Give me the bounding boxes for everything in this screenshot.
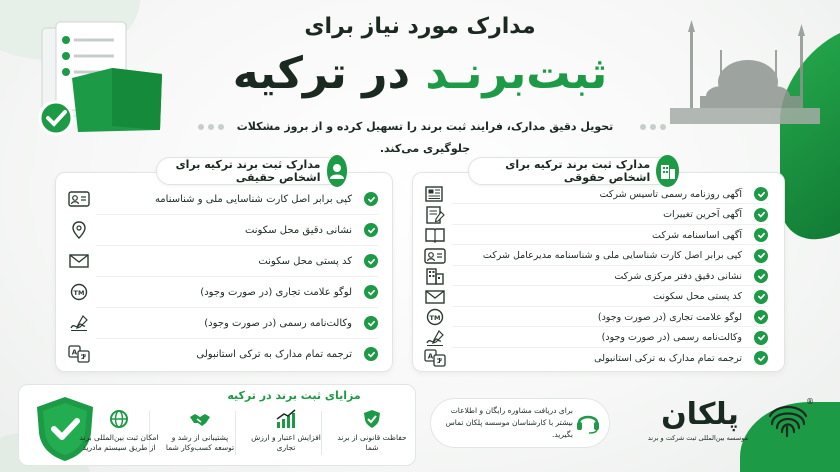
- document-item-label: لوگو علامت تجاری (در صورت وجود): [200, 286, 352, 298]
- check-icon: [754, 208, 768, 222]
- registered-mark: ®: [806, 397, 814, 406]
- id-card-icon: [424, 247, 446, 265]
- signature-icon: [68, 314, 90, 332]
- brand-logo-text: پلکان: [661, 397, 739, 432]
- row-divider: [452, 347, 768, 348]
- check-icon: [754, 249, 768, 263]
- document-item-label: کپی برابر اصل کارت شناسایی ملی و شناسنامه: [154, 193, 352, 205]
- contact-box[interactable]: [430, 398, 610, 448]
- newspaper-icon: [424, 185, 446, 203]
- envelope-icon: [68, 252, 90, 270]
- check-icon: [364, 254, 378, 268]
- left-document-item: [100, 253, 378, 269]
- id-card-icon: [68, 190, 90, 208]
- left-document-item: [100, 284, 378, 300]
- check-icon: [754, 290, 768, 304]
- document-item-label: کد پستی محل سکونت: [258, 255, 352, 267]
- left-document-item: [100, 346, 378, 362]
- document-item-label: کپی برابر اصل کارت شناسایی ملی و شناسنامه مدیرعامل شرکت: [482, 250, 742, 261]
- row-divider: [96, 214, 378, 215]
- contact-text: برای دریافت مشاوره رایگان و اطلاعات بیشتر با کارشناسان موسسه پلکان تماس بگیرید.: [445, 406, 573, 439]
- document-item-label: لوگو علامت تجاری (در صورت وجود): [597, 311, 742, 323]
- right-document-item: [458, 248, 768, 264]
- svg-text:TM: TM: [429, 313, 441, 322]
- document-item-label: ترجمه تمام مدارک به ترکی استانبولی: [594, 352, 742, 364]
- document-item-label: آگهی آخرین تغییرات: [663, 209, 742, 220]
- document-item-label: نشانی دقیق محل سکونت: [244, 224, 352, 236]
- trademark-icon: [424, 308, 446, 326]
- benefit-madrid-system: امکان ثبت بین‌المللی برند از طریق سیستم مادرید: [79, 409, 159, 453]
- person-icon: [327, 155, 348, 187]
- individual-panel-title: مدارک ثبت برند ترکیه برای اشخاص حقیقی: [175, 158, 321, 184]
- row-divider: [452, 306, 768, 307]
- title-country: در ترکیه: [232, 48, 411, 99]
- document-item-label: آگهی روزنامه رسمی تاسیس شرکت: [599, 188, 742, 200]
- building-icon: [656, 155, 679, 187]
- shield-check-icon: [361, 409, 383, 429]
- left-document-item: [100, 191, 378, 207]
- istanbul-mosque-skyline: [650, 20, 840, 130]
- check-icon: [364, 347, 378, 361]
- left-document-item: [100, 315, 378, 331]
- edit-document-icon: [424, 206, 446, 224]
- documents-folder-icon: [22, 18, 172, 138]
- document-item-label: وکالت‌نامه رسمی (در صورت وجود): [601, 332, 742, 343]
- benefit-legal-protection: حفاظت قانونی از برند شما: [337, 409, 407, 453]
- location-pin-icon: [68, 221, 90, 239]
- right-document-item: [458, 289, 768, 305]
- benefits-panel: [18, 384, 416, 466]
- benefit-growth-support: پشتیبانی از رشد و توسعه کسب‌وکار شما: [165, 409, 235, 453]
- right-document-item: [458, 207, 768, 223]
- svg-text:A: A: [71, 348, 78, 357]
- check-icon: [754, 187, 768, 201]
- right-document-item: [458, 268, 768, 284]
- right-document-item: [458, 309, 768, 325]
- envelope-icon: [424, 288, 446, 306]
- right-document-item: [458, 186, 768, 202]
- row-divider: [452, 224, 768, 225]
- document-item-label: ترجمه تمام مدارک به ترکی استانبولی: [196, 348, 352, 360]
- check-icon: [364, 192, 378, 206]
- title-highlight: ثبت‌برنـد: [425, 48, 608, 99]
- row-divider: [96, 276, 378, 277]
- row-divider: [96, 245, 378, 246]
- check-icon: [364, 285, 378, 299]
- office-building-icon: [424, 267, 446, 285]
- benefit-credibility: افزایش اعتبار و ارزش تجاری: [251, 409, 321, 453]
- benefit-divider: [235, 411, 236, 455]
- document-item-label: آگهی اساسنامه شرکت: [652, 229, 742, 241]
- headset-icon: [575, 409, 601, 435]
- page-title-line2: [220, 46, 620, 102]
- benefit-divider: [321, 411, 322, 455]
- right-document-item: [458, 227, 768, 243]
- document-item-label: نشانی دقیق دفتر مرکزی شرکت: [614, 270, 742, 282]
- row-divider: [452, 285, 768, 286]
- globe-icon: [108, 409, 130, 429]
- row-divider: [96, 338, 378, 339]
- legal-panel-header: [468, 157, 678, 185]
- individual-panel-header: [156, 157, 346, 185]
- decor-dots-right: [640, 124, 666, 130]
- book-icon: [424, 226, 446, 244]
- benefits-title: مزایای ثبت برند در ترکیه: [227, 389, 361, 402]
- check-icon: [754, 331, 768, 345]
- right-document-item: [458, 350, 768, 366]
- handshake-icon: [189, 409, 211, 429]
- translate-icon: [68, 345, 90, 363]
- brand-tagline: موسسه بین‌المللی ثبت شرکت و برند: [647, 434, 749, 442]
- row-divider: [452, 244, 768, 245]
- subtitle: تحویل دقیق مدارک، فرایند ثبت برند را تسهیل کرده و از بروز مشکلات جلوگیری می‌کند.: [236, 120, 614, 155]
- check-icon: [754, 310, 768, 324]
- row-divider: [452, 326, 768, 327]
- legal-panel-title: مدارک ثبت برند ترکیه برای اشخاص حقوقی: [505, 158, 651, 184]
- row-divider: [452, 203, 768, 204]
- check-icon: [754, 269, 768, 283]
- left-document-item: [100, 222, 378, 238]
- row-divider: [96, 307, 378, 308]
- check-icon: [364, 223, 378, 237]
- page-title-line1: مدارک مورد نیاز برای: [304, 14, 536, 39]
- check-icon: [754, 228, 768, 242]
- trademark-icon: [68, 283, 90, 301]
- translate-icon: [424, 349, 446, 367]
- signature-icon: [424, 329, 446, 347]
- row-divider: [452, 265, 768, 266]
- right-document-item: [458, 330, 768, 346]
- document-item-label: کد پستی محل سکونت: [653, 291, 742, 302]
- check-icon: [754, 351, 768, 365]
- svg-text:A: A: [427, 352, 434, 361]
- growth-chart-icon: [275, 409, 297, 429]
- fingerprint-logo-icon: [762, 394, 814, 446]
- check-icon: [364, 316, 378, 330]
- svg-text:TM: TM: [73, 288, 85, 297]
- document-item-label: وکالت‌نامه رسمی (در صورت وجود): [204, 317, 352, 329]
